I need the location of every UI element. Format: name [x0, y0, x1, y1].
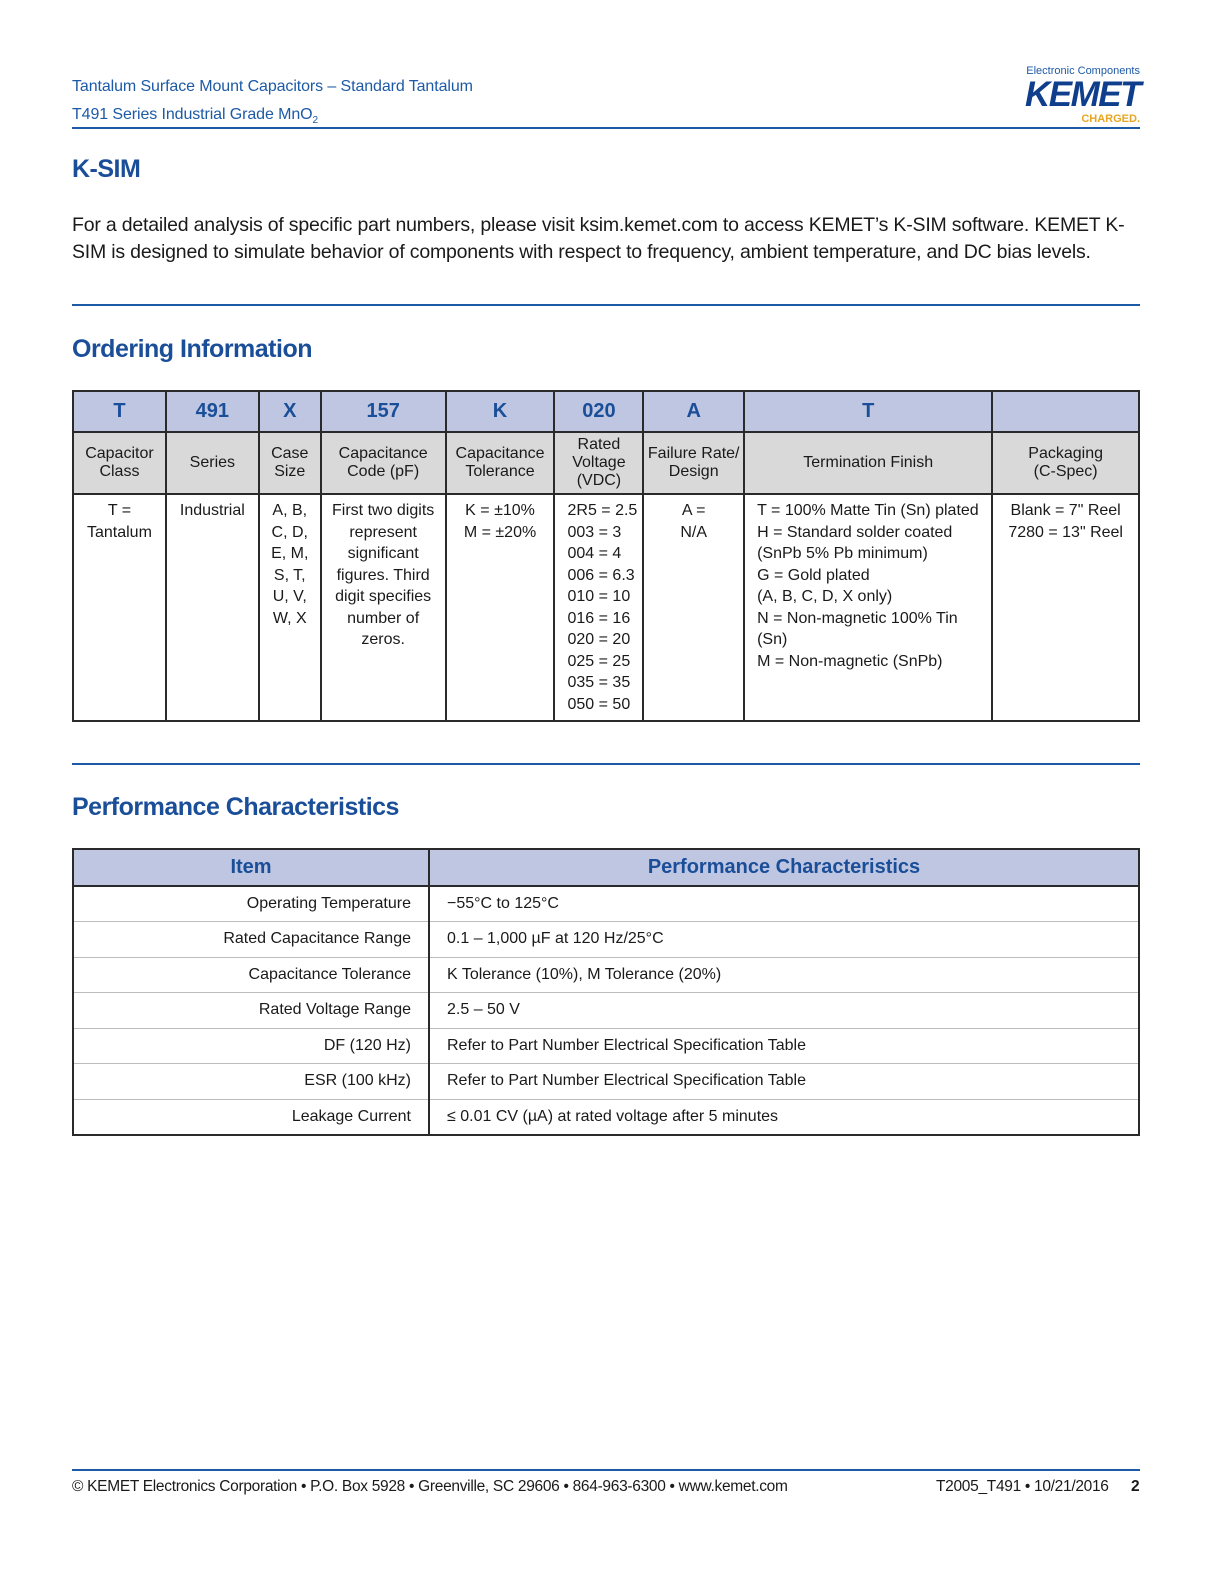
value-cell: −55°C to 125°C: [429, 886, 1139, 922]
cell-line: digit specifies: [335, 588, 432, 605]
cell-line: 7280 = 13" Reel: [1008, 523, 1123, 541]
cell-line: M = Non-magnetic (SnPb): [757, 652, 943, 670]
cell-line: Series: [189, 454, 236, 471]
cell-line: zeros.: [361, 631, 405, 648]
header-title: Tantalum Surface Mount Capacitors – Standard Tantalum: [72, 78, 473, 95]
cell-line: First two digits: [332, 502, 435, 519]
table-row: [73, 886, 1139, 922]
cell-line: (SnPb 5% Pb minimum): [757, 545, 928, 562]
cell-line: Code (pF): [347, 463, 420, 480]
value-cell: [166, 494, 259, 721]
column-header-performance: Performance Characteristics: [429, 849, 1139, 886]
logo-wordmark: KEMET: [1025, 75, 1140, 114]
column-header: [321, 432, 446, 494]
cell-line: figures. Third: [336, 566, 430, 584]
section-divider: [72, 763, 1140, 765]
ordering-code-row: [73, 391, 1139, 432]
value-cell: 0.1 – 1,000 µF at 120 Hz/25°C: [429, 922, 1139, 958]
cell-line: represent: [349, 523, 417, 541]
cell-line: 050 = 50: [567, 695, 631, 713]
code-cell: X: [259, 391, 321, 432]
column-header: [446, 432, 555, 494]
header-subscript: 2: [312, 115, 318, 127]
code-cell: A: [643, 391, 744, 432]
ordering-table: [72, 390, 1140, 722]
table-row: [73, 922, 1139, 958]
cell-line: 020 = 20: [567, 631, 631, 648]
value-cell: ≤ 0.01 CV (µA) at rated voltage after 5 minutes: [429, 1099, 1139, 1135]
table-row: [73, 1099, 1139, 1135]
cell-line: E, M,: [271, 545, 309, 562]
ksim-text: For a detailed analysis of specific part numbers, please visit ksim.kemet.com to access KEMET’s K-SIM software. KEMET K-SIM is designed to simulate behavior of components with respect to frequency, ambient temperature, and DC bias levels.: [72, 214, 1125, 263]
cell-line: A, B,: [272, 502, 308, 519]
item-cell: Rated Voltage Range: [73, 993, 429, 1029]
ordering-header-row: [73, 432, 1139, 494]
cell-line: 025 = 25: [567, 652, 631, 670]
section-divider: [72, 304, 1140, 306]
value-cell: [744, 494, 992, 721]
cell-line: Rated: [577, 436, 621, 453]
cell-line: number of: [347, 609, 420, 627]
footer-doc-id: T2005_T491 • 10/21/2016: [936, 1478, 1109, 1495]
logo-tagline: Electronic Components: [1026, 65, 1140, 77]
column-header: [554, 432, 643, 494]
logo-charged: CHARGED.: [1081, 113, 1140, 125]
table-row: [73, 957, 1139, 993]
cell-line: Blank = 7" Reel: [1010, 502, 1121, 519]
footer-contact: © KEMET Electronics Corporation • P.O. Box 5928 • Greenville, SC 29606 • 864-963-6300 • www.kemet.com: [72, 1478, 788, 1495]
column-header: [992, 432, 1139, 494]
item-cell: Rated Capacitance Range: [73, 922, 429, 958]
cell-line: (VDC): [576, 472, 622, 489]
code-cell: K: [446, 391, 555, 432]
cell-line: W, X: [272, 609, 307, 627]
value-cell: [446, 494, 555, 721]
table-row: [73, 1028, 1139, 1064]
cell-line: 035 = 35: [567, 674, 631, 691]
cell-line: Size: [274, 463, 306, 480]
code-cell: 020: [554, 391, 643, 432]
column-header: [73, 432, 166, 494]
ordering-value-row: [73, 494, 1139, 721]
column-header: [259, 432, 321, 494]
item-cell: ESR (100 kHz): [73, 1064, 429, 1100]
cell-line: 2R5 = 2.5: [567, 502, 638, 519]
cell-line: Voltage: [572, 454, 626, 471]
cell-line: 003 = 3: [567, 523, 622, 541]
cell-line: M = ±20%: [463, 523, 537, 541]
item-cell: Capacitance Tolerance: [73, 957, 429, 993]
cell-line: S, T,: [273, 566, 306, 584]
table-row: [73, 993, 1139, 1029]
cell-line: Design: [668, 463, 719, 480]
code-cell: 157: [321, 391, 446, 432]
value-cell: [554, 494, 643, 721]
performance-header-row: [73, 849, 1139, 886]
page-header: [72, 75, 1140, 130]
cell-line: N = Non-magnetic 100% Tin (Sn): [757, 609, 958, 648]
cell-line: Failure Rate/: [647, 445, 740, 462]
cell-line: 004 = 4: [567, 545, 622, 562]
cell-line: A =: [681, 502, 706, 519]
value-cell: Refer to Part Number Electrical Specification Table: [429, 1028, 1139, 1064]
cell-line: (C-Spec): [1033, 463, 1098, 480]
cell-line: N/A: [680, 523, 708, 541]
header-subtitle: T491 Series Industrial Grade MnO$_2$: [72, 106, 318, 127]
cell-line: Termination Finish: [803, 454, 934, 471]
code-cell: [992, 391, 1139, 432]
item-cell: Operating Temperature: [73, 886, 429, 922]
item-cell: DF (120 Hz): [73, 1028, 429, 1064]
cell-line: Tantalum: [86, 523, 152, 541]
ordering-title: Ordering Information: [72, 335, 312, 363]
code-cell: T: [73, 391, 166, 432]
value-cell: K Tolerance (10%), M Tolerance (20%): [429, 957, 1139, 993]
cell-line: 006 = 6.3: [567, 566, 635, 584]
table-row: [73, 1064, 1139, 1100]
value-cell: [643, 494, 744, 721]
item-cell: Leakage Current: [73, 1099, 429, 1135]
column-header: [166, 432, 259, 494]
cell-line: significant: [347, 545, 419, 562]
ksim-title: K-SIM: [72, 155, 141, 183]
code-cell: T: [744, 391, 992, 432]
cell-line: Case: [271, 445, 309, 462]
cell-line: H = Standard solder coated: [757, 523, 953, 541]
value-cell: [73, 494, 166, 721]
cell-line: 016 = 16: [567, 609, 631, 627]
cell-line: T = 100% Matte Tin (Sn) plated: [757, 502, 979, 519]
page-number: 2: [1131, 1478, 1140, 1495]
cell-line: Capacitor: [85, 445, 154, 462]
value-cell: Refer to Part Number Electrical Specification Table: [429, 1064, 1139, 1100]
cell-line: Capacitance: [338, 445, 428, 462]
cell-line: 010 = 10: [567, 588, 631, 605]
kemet-logo: [990, 65, 1140, 125]
performance-table: [72, 848, 1140, 1136]
code-cell: 491: [166, 391, 259, 432]
header-divider: [72, 127, 1140, 129]
cell-line: U, V,: [272, 588, 307, 605]
value-cell: 2.5 – 50 V: [429, 993, 1139, 1029]
cell-line: Packaging: [1028, 445, 1103, 462]
performance-title: Performance Characteristics: [72, 793, 399, 821]
value-cell: [259, 494, 321, 721]
footer-divider: [72, 1469, 1140, 1471]
cell-line: Class: [99, 463, 140, 480]
cell-line: K = ±10%: [465, 502, 535, 519]
value-cell: [992, 494, 1139, 721]
cell-line: (A, B, C, D, X only): [757, 588, 893, 605]
column-header: [643, 432, 744, 494]
column-header-item: Item: [73, 849, 429, 886]
cell-line: C, D,: [271, 523, 308, 541]
cell-line: Industrial: [179, 502, 245, 519]
cell-line: Tolerance: [465, 463, 535, 480]
column-header: [744, 432, 992, 494]
value-cell: [321, 494, 446, 721]
cell-line: Capacitance: [455, 445, 545, 462]
cell-line: T =: [107, 502, 132, 519]
cell-line: G = Gold plated: [757, 566, 870, 584]
